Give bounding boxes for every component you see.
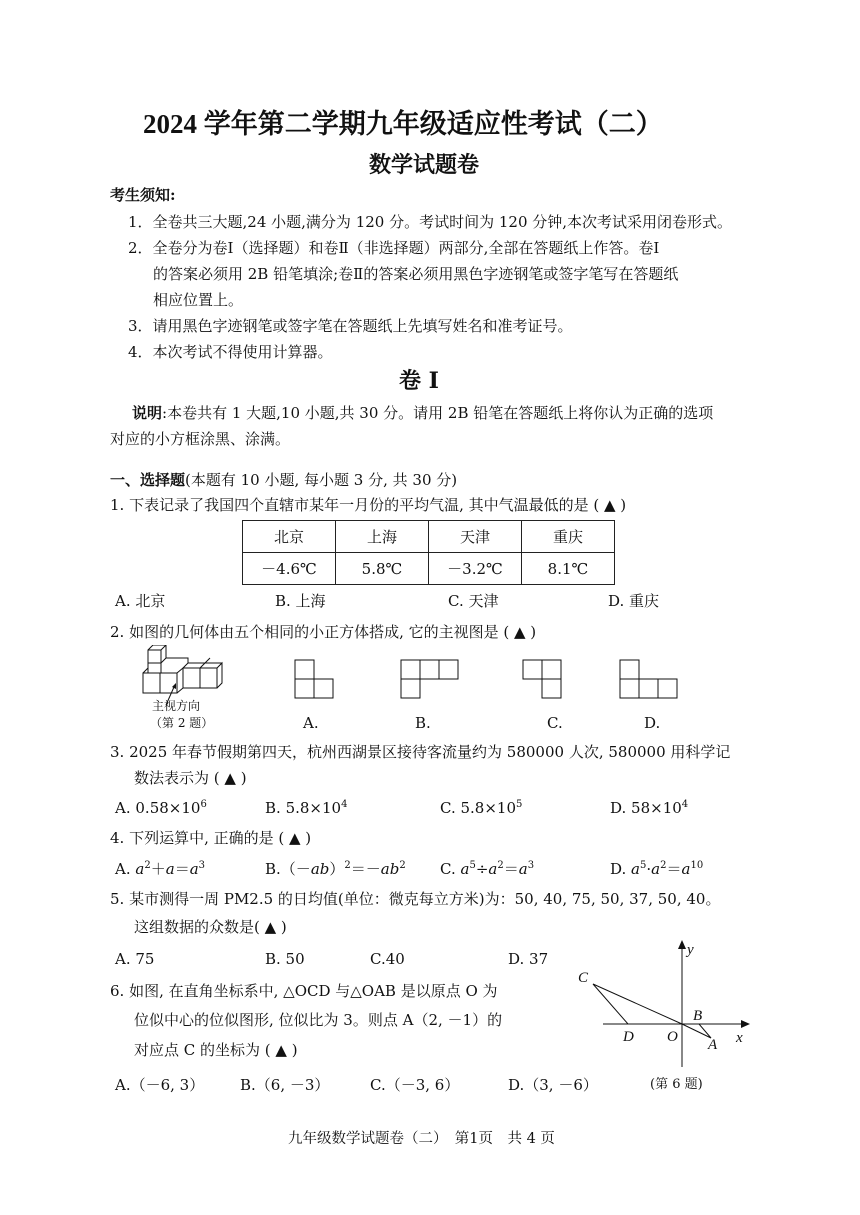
q5-option-a: A. 75 xyxy=(115,950,155,968)
city-cell: 重庆 xyxy=(522,521,615,553)
q4-option-d: D. $a^5\cdot a^2=a^{10}$ xyxy=(610,860,704,878)
q3-option-c xyxy=(440,799,522,817)
notice-item: 相应位置上。 xyxy=(153,291,244,309)
volume-description xyxy=(132,402,713,423)
option-exponent: 5 xyxy=(516,799,523,810)
q2-option-c: C. xyxy=(547,714,563,732)
q5-stem-line1: 5. 某市测得一周 PM2.5 的日均值(单位：微克每立方米)为：50, 40, 75, 50, 37, 50, 40。 xyxy=(110,890,721,908)
option-label: C. xyxy=(440,799,456,817)
x-arrow-icon xyxy=(741,1020,750,1028)
q3-stem-line1: 3. 2025 年春节假期第四天，杭州西湖景区接待客流量约为 580000 人次, 580000 用科学记 xyxy=(110,743,731,761)
q1-option-c: C. 天津 xyxy=(448,592,499,610)
option-label: B. xyxy=(265,860,281,878)
notice-item: 3．请用黑色字迹钢笔或签字笔在答题纸上先填写姓名和准考证号。 xyxy=(128,317,573,335)
label-o: O xyxy=(667,1029,678,1045)
q3-option-b xyxy=(265,799,347,817)
q5-stem-line2: 这组数据的众数是( ▲ ) xyxy=(134,918,287,936)
label-b: B xyxy=(693,1008,703,1024)
q1-option-d: D. 重庆 xyxy=(608,592,660,610)
section-note: (本题有 10 小题, 每小题 3 分, 共 30 分) xyxy=(185,471,458,489)
q5-option-c: C.40 xyxy=(370,950,405,968)
q1-option-b: B. 上海 xyxy=(275,592,326,610)
q5-option-b: B. 50 xyxy=(265,950,305,968)
label-c: C xyxy=(578,970,589,986)
q3-stem-line2: 数法表示为 ( ▲ ) xyxy=(134,769,247,787)
description-label: 说明 xyxy=(132,404,163,422)
label-x: x xyxy=(736,1030,743,1046)
city-cell: 天津 xyxy=(429,521,522,553)
temperature-table xyxy=(242,520,615,585)
notice-heading: 考生须知: xyxy=(110,186,176,204)
option-label: B. xyxy=(265,799,281,817)
q6-option-b: B.（6, －3） xyxy=(240,1076,330,1094)
option-base: 0.58×10 xyxy=(135,799,201,817)
q2-option-b: B. xyxy=(415,714,431,732)
option-base: 5.8×10 xyxy=(285,799,342,817)
q2-view-b xyxy=(400,659,462,701)
q3-option-a xyxy=(115,799,207,817)
exam-title: 2024 学年第二学期九年级适应性考试（二） xyxy=(143,109,663,139)
q2-figure-caption: （第 2 题） xyxy=(150,716,214,730)
notice-item: 1．全卷共三大题,24 小题,满分为 120 分。考试时间为 120 分钟,本次考试采用闭卷形式。 xyxy=(128,213,733,231)
label-d: D xyxy=(623,1029,634,1045)
q2-option-d: D. xyxy=(644,714,661,732)
q2-view-d xyxy=(619,659,681,701)
q6-option-d: D.（3, －6） xyxy=(508,1076,598,1094)
q1-stem: 1. 下表记录了我国四个直辖市某年一月份的平均气温, 其中气温最低的是 ( ▲ ) xyxy=(110,496,627,514)
q3-option-d xyxy=(610,799,688,817)
q6-option-a: A.（－6, 3） xyxy=(115,1076,205,1094)
option-label: D. xyxy=(610,799,627,817)
option-base: 58×10 xyxy=(631,799,682,817)
city-cell: 北京 xyxy=(243,521,336,553)
q5-option-d: D. 37 xyxy=(508,950,549,968)
temp-cell: 8.1℃ xyxy=(522,553,615,585)
q4-option-b: $B.(-ab)^2=-ab^2$ xyxy=(265,860,406,878)
y-arrow-icon xyxy=(678,940,686,949)
option-label: A. xyxy=(115,860,131,878)
q4-option-c: C. $a^5\div a^2=a^3$ xyxy=(440,860,535,878)
q4-option-a: A. $a^2+a=a^3$ xyxy=(115,860,206,878)
option-label: A. xyxy=(115,799,131,817)
notice-item: 的答案必须用 2B 铅笔填涂;卷Ⅱ的答案必须用黑色字迹钢笔或签字笔写在答题纸 xyxy=(153,265,679,283)
q2-view-a xyxy=(294,659,336,701)
triangle-ocd xyxy=(593,984,682,1024)
q6-stem-line1: 6. 如图, 在直角坐标系中, △OCD 与△OAB 是以原点 O 为 xyxy=(110,982,498,1000)
city-cell: 上海 xyxy=(336,521,429,553)
volume-description-line2: 对应的小方框涂黑、涂满。 xyxy=(110,430,291,448)
q6-stem-line2: 位似中心的位似图形, 位似比为 3。则点 A（2, －1）的 xyxy=(134,1011,503,1029)
exam-subtitle: 数学试题卷 xyxy=(369,152,480,178)
option-label: C. xyxy=(440,860,456,878)
option-exponent: 4 xyxy=(681,799,689,810)
notice-item: 2．全卷分为卷Ⅰ（选择题）和卷Ⅱ（非选择题）两部分,全部在答题纸上作答。卷Ⅰ xyxy=(128,239,660,257)
section-heading xyxy=(110,469,457,490)
q6-figure-caption: (第 6 题) xyxy=(650,1077,703,1092)
description-text: :本卷共有 1 大题,10 小题,共 30 分。请用 2B 铅笔在答题纸上将你认为正确的选项 xyxy=(162,404,714,422)
q1-option-a: A. 北京 xyxy=(115,592,166,610)
option-exponent: 6 xyxy=(200,799,207,810)
triangle-oab xyxy=(682,1024,711,1038)
q2-view-c xyxy=(522,659,564,701)
table-row xyxy=(243,553,615,585)
q6-stem-line3: 对应点 C 的坐标为 ( ▲ ) xyxy=(134,1041,298,1059)
temp-cell: －4.6℃ xyxy=(243,553,336,585)
label-y: y xyxy=(687,942,694,958)
notice-item: 4．本次考试不得使用计算器。 xyxy=(128,343,333,361)
label-a: A xyxy=(708,1037,718,1053)
q4-stem: 4. 下列运算中, 正确的是 ( ▲ ) xyxy=(110,829,312,847)
option-base: 5.8×10 xyxy=(460,799,517,817)
q2-stem: 2. 如图的几何体由五个相同的小正方体搭成, 它的主视图是 ( ▲ ) xyxy=(110,623,537,641)
option-label: D. xyxy=(610,860,627,878)
temp-cell: 5.8℃ xyxy=(336,553,429,585)
temp-cell: －3.2℃ xyxy=(429,553,522,585)
q2-option-a: A. xyxy=(303,714,319,732)
q6-option-c: C.（－3, 6） xyxy=(370,1076,460,1094)
option-exponent: 4 xyxy=(341,799,348,810)
page-footer: 九年级数学试题卷（二） 第1页 共 4 页 xyxy=(288,1131,555,1147)
section-label: 一、选择题 xyxy=(110,471,186,489)
volume-title: 卷 Ⅰ xyxy=(399,368,439,394)
q2-direction-label: 主视方向 xyxy=(152,699,201,713)
table-row xyxy=(243,521,615,553)
q6-coordinate-figure xyxy=(573,940,753,1070)
